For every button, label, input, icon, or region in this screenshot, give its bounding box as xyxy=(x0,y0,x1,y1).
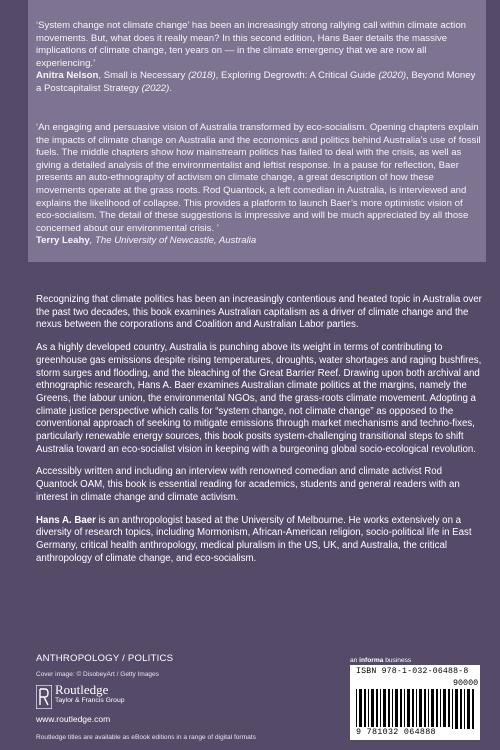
description-paragraph: As a highly developed country, Australia is punching above its weight in terms of contributing to greenhouse gas emissions despite rising temperatures, droughts, water shortages and raging bushfires, storm surges and flooding, and the bleaching of the Great Barrier Reef. Drawing upon both archival and ethnographic research, Hans A. Baer examines Australian climate politics at the margins, namely the Greens, the labour union, the environmental NGOs, and the grass-roots climate movement. Adopting a climate justice perspective which calls for “system change, not climate change” as opposed to the conventional approach of seeking to mitigate emissions through market mechanisms and techno-fixes, particularly renewable energy sources, this book posits system-challenging transitional steps to shift Australia toward an eco-socialist vision in keeping with a burgeoning global socio-ecological revolution. xyxy=(36,342,482,455)
author-name: Hans A. Baer xyxy=(36,514,96,526)
informa-prefix: an xyxy=(350,657,360,664)
subject-category: ANTHROPOLOGY / POLITICS xyxy=(36,653,174,664)
endorser-year-2: (2020) xyxy=(378,70,407,82)
author-bio-text: is an anthropologist based at the University of Melbourne. He works extensively on a diversity of research topics, including Mormonism, African-American religion, socio-political life in East Germany, critical health anthropology, medical pluralism in the US, UK, and Australia, the critical anthropology of climate change, and eco-socialism. xyxy=(36,514,472,564)
ean-digits: 9 781032 064888 xyxy=(356,727,452,737)
author-bio xyxy=(36,515,484,566)
endorser-name: Terry Leahy xyxy=(36,235,90,247)
ebook-note: Routledge titles are available as eBook editions in a range of digital formats xyxy=(36,734,256,741)
publisher-name: Routledge xyxy=(55,682,109,697)
endorsement-2 xyxy=(36,122,482,248)
informa-suffix: business xyxy=(383,657,412,664)
informa-brand: informa xyxy=(359,657,384,664)
cover-image-credit: Cover image: © DisobeyArt / Getty Images xyxy=(36,671,159,678)
description-paragraph: Accessibly written and including an interview with renowned comedian and climate activist Rod Quantock OAM, this book is essential reading for academics, students and general readers with an interest in climate change and climate activism. xyxy=(36,466,460,503)
endorser-book-1: , Small is Necessary xyxy=(98,70,188,82)
endorser-end: . xyxy=(169,82,172,94)
endorser-name: Anitra Nelson xyxy=(36,70,99,82)
endorser-year-1: (2018) xyxy=(187,70,216,82)
endorser-year-3: (2022) xyxy=(141,82,170,94)
isbn-text: ISBN 978-1-032-06488-8 xyxy=(356,667,469,676)
endorsement-attribution xyxy=(36,70,482,95)
endorsement-attribution xyxy=(36,235,482,248)
endorsement-1 xyxy=(36,20,482,96)
publisher-group: Taylor & Francis Group xyxy=(55,697,125,704)
endorser-affiliation: , The University of Newcastle, Australia xyxy=(89,235,257,247)
book-description xyxy=(36,294,484,575)
routledge-logo-icon xyxy=(36,685,52,709)
endorser-book-2: , Exploring Degrowth: A Critical Guide xyxy=(215,70,379,82)
endorser-book-3: , Beyond Money a Postcapitalist Strategy xyxy=(36,70,476,94)
description-paragraph: Recognizing that climate politics has been an increasingly contentious and heated topic in Australia over the past two decades, this book examines Australian capitalism as a driver of climate change and the nexus between the corporations and Coalition and Australian Labor parties. xyxy=(36,294,482,331)
barcode-block xyxy=(350,665,480,740)
addon-barcode-icon xyxy=(452,689,476,729)
publisher-website: www.routledge.com xyxy=(36,714,111,724)
endorsement-quote: ‘System change not climate change’ has been an increasingly strong rallying call within climate action movements. But, what does it really mean? In this second edition, Hans Baer details the massive implications of climate change, ten years on — in the climate emergency that we are now all experiencing.’ xyxy=(36,20,466,69)
endorsement-quote: ‘An engaging and persuasive vision of Australia transformed by eco-socialism. Opening chapters explain the impacts of climate change on Australia and the economics and politics behind Australia’s use of fossil fuels. The middle chapters show how mainstream politics has failed to deal with the crisis, as well as giving a detailed analysis of the environmentalist and leftist response. In a pause for reflection, Baer presents an auto-ethnography of activism on climate change, a great description of how these movements operate at the grass roots. Rod Quantock, a left comedian in Australia, is interviewed and explains the likelihood of collapse. This provides a platform to launch Baer’s more optimistic vision of eco-socialism. The detail of these suggestions is impressive and will be much appreciated by all those concerned about our environmental crisis. ’ xyxy=(36,122,481,234)
informa-business-tag xyxy=(350,657,411,664)
price-code: 90000 xyxy=(453,678,479,688)
